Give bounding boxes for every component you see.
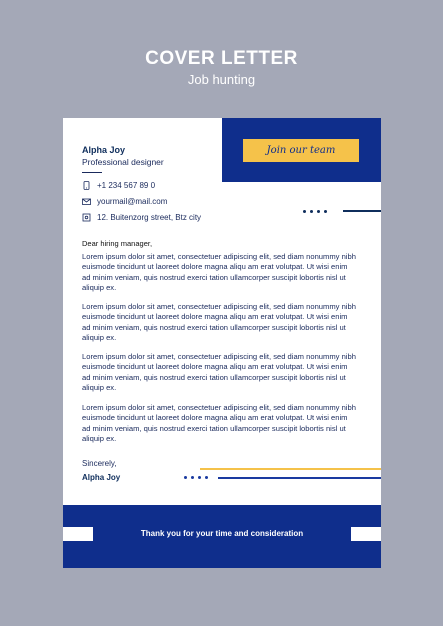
- hero-subtitle: Job hunting: [187, 72, 256, 87]
- sender-role: Professional designer: [82, 157, 164, 167]
- sender-name: Alpha Joy: [82, 145, 126, 155]
- cover-letter-page: [63, 118, 381, 568]
- phone-icon: [82, 181, 91, 190]
- signature-name: Alpha Joy: [82, 473, 121, 482]
- contact-address: [82, 213, 201, 222]
- paragraph: Lorem ipsum dolor sit amet, consectetuer adipiscing elit, sed diam nonummy nibh euismode tincidunt ut laoreet dolore magna aliqu am erat volutpat. Ut wisi enim ad minim veniam, quis nostrud exerci tation ullamcorper suscipit lobortis nisl ut aliquip ex.: [82, 252, 356, 292]
- footer-tab-left: [63, 527, 93, 541]
- join-team-badge: Join our team: [243, 139, 359, 162]
- dots-decoration: [303, 210, 327, 213]
- mail-icon: [82, 197, 91, 206]
- yellow-line-decoration: [200, 468, 381, 470]
- line-decoration: [343, 210, 381, 212]
- hero-title: COVER LETTER: [145, 48, 298, 69]
- contact-address-text: 12. Buitenzorg street, Btz city: [97, 213, 202, 222]
- footer-thanks: Thank you for your time and consideration: [140, 529, 304, 538]
- dots-decoration: [184, 476, 208, 479]
- contact-phone-text: +1 234 567 89 0: [97, 181, 156, 190]
- paragraph: Lorem ipsum dolor sit amet, consectetuer adipiscing elit, sed diam nonummy nibh euismode tincidunt ut laoreet dolore magna aliqu am erat volutpat. Ut wisi enim ad minim veniam, quis nostrud exerci tation ullamcorper suscipit lobortis nisl ut aliquip ex.: [82, 352, 356, 392]
- contact-email-text[interactable]: yourmail@mail.com: [97, 197, 168, 206]
- footer-tab-right: [351, 527, 381, 541]
- paragraph: Lorem ipsum dolor sit amet, consectetuer adipiscing elit, sed diam nonummy nibh euismode tincidunt ut laoreet dolore magna aliqu am erat volutpat. Ut wisi enim ad minim veniam, quis nostrud exerci tation ullamcorper suscipit lobortis nisl ut aliquip ex.: [82, 302, 356, 342]
- contact-phone: [82, 181, 155, 190]
- blue-line-decoration: [218, 477, 381, 479]
- location-icon: [82, 213, 91, 222]
- greeting: Dear hiring manager,: [82, 239, 153, 248]
- contact-email: [82, 197, 167, 206]
- paragraph: Lorem ipsum dolor sit amet, consectetuer adipiscing elit, sed diam nonummy nibh euismode tincidunt ut laoreet dolore magna aliqu am erat volutpat. Ut wisi enim ad minim veniam, quis nostrud exerci tation ullamcorper suscipit lobortis nisl ut aliquip ex.: [82, 403, 356, 443]
- divider: [82, 172, 102, 173]
- closing: Sincerely,: [82, 459, 117, 468]
